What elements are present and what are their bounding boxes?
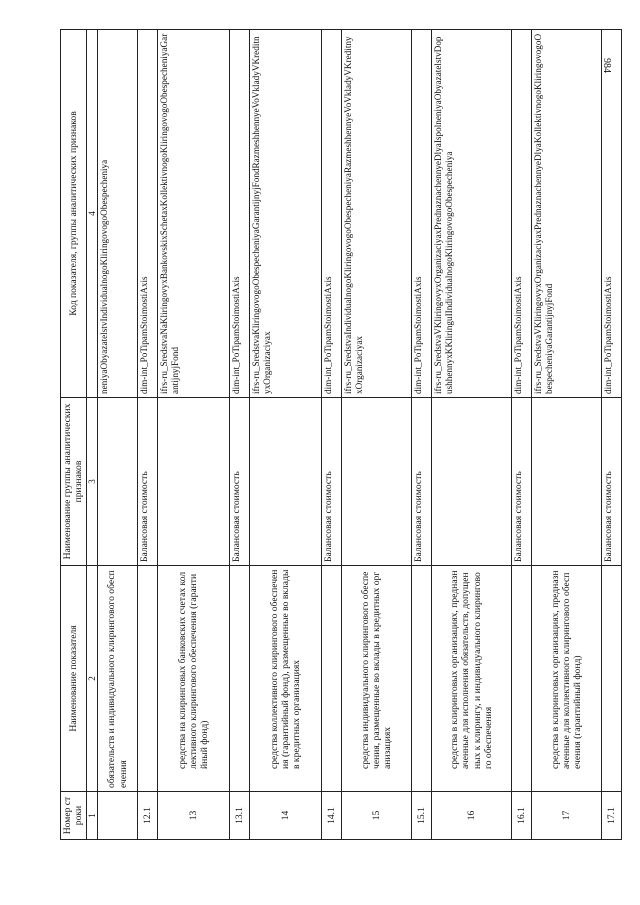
colnum-3: 3 [86, 398, 98, 566]
row-group [342, 398, 412, 566]
table-row [230, 30, 250, 840]
table-row [158, 30, 230, 840]
table-row [98, 30, 138, 840]
row-group: Балансовая стоимость [230, 398, 250, 566]
colnum-4: 4 [86, 30, 98, 398]
table-row [532, 30, 602, 840]
row-name: средства в клиринговых организациях, предназначенные для коллективного клирингового обеспечения (гарантийный фонд) [532, 566, 602, 792]
row-name: средства на клиринговых банковских счетах коллективного клирингового обеспечения (гарантийный фонд) [158, 566, 230, 792]
header-row [61, 30, 87, 840]
row-group [532, 398, 602, 566]
table-row [322, 30, 342, 840]
page-number: 984 [601, 58, 612, 73]
row-group: Балансовая стоимость [602, 398, 622, 566]
row-code: ifrs-ru_SredstvaVKliringovyxOrganizaciyaxPrednaznachennyeDlyaIspolneniyaObyazatelstvDopushhennyxKKliringuIIndividualnogoKliringovogoObespecheniya [432, 30, 512, 398]
row-name: средства в клиринговых организациях, предназначенные для исполнения обязательств, допущенных к клирингу, и индивидуального клирингового обеспечения [432, 566, 512, 792]
row-num: 15.1 [412, 792, 432, 840]
header-name: Наименование показателя [61, 566, 87, 792]
indicators-table [60, 29, 622, 840]
table-row [432, 30, 512, 840]
row-num: 17 [532, 792, 602, 840]
row-name [602, 566, 622, 792]
row-code: dim-int_PoTipamStoimostiAxis [412, 30, 432, 398]
row-num: 12.1 [138, 792, 158, 840]
header-num: Номер строки [61, 792, 87, 840]
header-group: Наименование группы аналитических признаков [61, 398, 87, 566]
table-row [250, 30, 322, 840]
row-code: ifrs-ru_SredstvaKliringovogoObespecheniyaGarantijnyjFondRazmeshhennyeVoVkladyVKreditnyxOrganizaciyax [250, 30, 322, 398]
row-num: 14.1 [322, 792, 342, 840]
row-num [98, 792, 138, 840]
table-row [512, 30, 532, 840]
row-num: 17.1 [602, 792, 622, 840]
row-code: neniyaObyazatelstvIndividualnogoKliringovogoObespecheniya [98, 30, 138, 398]
row-group: Балансовая стоимость [412, 398, 432, 566]
table-row [412, 30, 432, 840]
row-code: dim-int_PoTipamStoimostiAxis [322, 30, 342, 398]
table-row [342, 30, 412, 840]
row-name [138, 566, 158, 792]
row-num: 13 [158, 792, 230, 840]
row-code: dim-int_PoTipamStoimostiAxis [138, 30, 158, 398]
row-name: средства индивидуального клирингового обеспечения, размещенные во вклады в кредитных организациях [342, 566, 412, 792]
row-code: dim-int_PoTipamStoimostiAxis [602, 30, 622, 398]
row-code: dim-int_PoTipamStoimostiAxis [512, 30, 532, 398]
row-group [158, 398, 230, 566]
colnum-1: 1 [86, 792, 98, 840]
row-code: ifrs-ru_SredstvaVKliringovyxOrganizaciyaxPrednaznachennyeDlyaKollektivnogoKliringovogoObespecheniyaGarantijnyjFond [532, 30, 602, 398]
row-name [322, 566, 342, 792]
row-name [512, 566, 532, 792]
row-group [250, 398, 322, 566]
row-name [412, 566, 432, 792]
row-code: ifrs-ru_SredstvaNaKliringovyxBankovskixSchetaxKollektivnogoKliringovogoObespecheniyaGarantijnyjFond [158, 30, 230, 398]
row-num: 16 [432, 792, 512, 840]
table-row [138, 30, 158, 840]
colnum-2: 2 [86, 566, 98, 792]
column-number-row [86, 30, 98, 840]
row-group [432, 398, 512, 566]
table-row [602, 30, 622, 840]
row-num: 14 [250, 792, 322, 840]
row-num: 16.1 [512, 792, 532, 840]
row-code: dim-int_PoTipamStoimostiAxis [230, 30, 250, 398]
row-group [98, 398, 138, 566]
row-group: Балансовая стоимость [138, 398, 158, 566]
row-group: Балансовая стоимость [322, 398, 342, 566]
row-name: средства коллективного клирингового обеспечения (гарантийный фонд), размещенные во вклады в кредитных организациях [250, 566, 322, 792]
header-code: Код показателя, группы аналитических признаков [61, 30, 87, 398]
row-num: 15 [342, 792, 412, 840]
row-code: ifrs-ru_SredstvaIndividualnogoKliringovogoObespecheniyaRazmeshhennyeVoVkladyVKreditnyxOrganizaciyax [342, 30, 412, 398]
row-num: 13.1 [230, 792, 250, 840]
row-name: обязательств и индивидуального клирингового обеспечения [98, 566, 138, 792]
row-group: Балансовая стоимость [512, 398, 532, 566]
row-name [230, 566, 250, 792]
